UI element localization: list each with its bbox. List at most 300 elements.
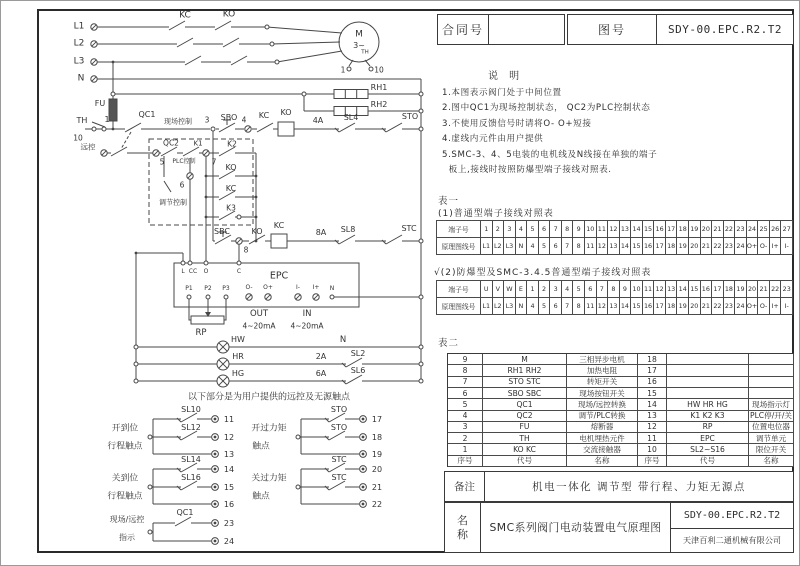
terminal-number-cell: 7 <box>550 221 562 238</box>
circuit-label: N <box>77 73 85 84</box>
terminal-number-cell: 5 <box>527 221 539 238</box>
circuit-label: K2 <box>227 139 237 149</box>
wire-number-cell: 16 <box>643 238 655 255</box>
legend-cell <box>667 354 749 365</box>
note-item: 3.不使用反馈信号时请将O- O+短接 <box>442 118 592 129</box>
circuit-label: L <box>181 268 185 275</box>
drawing-no-value: SDY-00.EPC.R2.T2 <box>668 23 782 36</box>
legend-cell <box>667 388 749 399</box>
legend-cell: FU <box>483 422 567 433</box>
legend-cell: PLC停/开/关 <box>749 411 792 421</box>
circuit-label: M <box>355 29 363 40</box>
circuit-label: KO <box>225 163 237 172</box>
legend-cell: 4 <box>448 411 483 422</box>
terminal-number-cell: 22 <box>724 221 736 238</box>
terminal-number-cell: 11 <box>597 221 609 238</box>
wire-number-cell: 4 <box>527 238 539 255</box>
legend-cell: 转矩开关 <box>567 377 638 388</box>
wire-number-cell: 21 <box>701 238 713 255</box>
terminal-row-header: 原理图线号 <box>437 298 481 315</box>
circuit-label: 触点 <box>252 441 270 452</box>
circuit-label: EPC <box>269 270 289 282</box>
wire-number-cell: 17 <box>654 298 666 315</box>
circuit-label: SL16 <box>181 473 201 482</box>
legend-cell: 8 <box>448 365 483 376</box>
legend-cell: 调节/PLC转换 <box>567 411 638 422</box>
legend-cell: 1 <box>448 444 483 455</box>
terminal-number-cell: U <box>481 281 493 298</box>
circuit-label: TH <box>361 49 369 56</box>
component-legend-table <box>447 353 794 467</box>
circuit-label: 关过力矩 <box>251 473 287 484</box>
legend-cell: 10 <box>638 444 667 455</box>
terminal-number-cell: 19 <box>735 281 747 298</box>
wire-number-cell: L2 <box>493 238 505 255</box>
legend-cell: 14 <box>638 399 667 410</box>
wire-number-cell: N <box>516 298 528 315</box>
circuit-label: STO <box>401 112 419 121</box>
circuit-label: 开过力矩 <box>251 423 287 434</box>
circuit-label: 22 <box>371 500 383 509</box>
contract-no-label: 合同号 <box>441 23 484 37</box>
note-item: 5.SMC-3、4、5电装的电机线及N线接在单独的端子 <box>442 149 658 160</box>
wire-number-cell: 6 <box>550 298 562 315</box>
note-item: 板上,接线时按照防爆型端子接线对照表. <box>442 165 612 176</box>
terminal-row-header: 端子号 <box>437 221 481 238</box>
wire-number-cell: 4 <box>527 298 539 315</box>
terminal-number-cell: W <box>504 281 516 298</box>
circuit-label: KO <box>251 227 263 236</box>
circuit-label: K1 <box>193 139 203 148</box>
circuit-label: SL8 <box>340 225 356 234</box>
legend-cell: EPC <box>667 433 749 444</box>
legend-cell <box>667 377 749 388</box>
name-label-text: 名称 <box>457 513 468 541</box>
terminal-number-cell: 15 <box>689 281 701 298</box>
legend-cell: 限位开关 <box>749 444 794 455</box>
wire-number-cell: O- <box>758 298 770 315</box>
circuit-label: 1 <box>340 65 346 75</box>
wire-number-cell: 13 <box>608 298 620 315</box>
fuse-symbol <box>109 99 117 121</box>
circuit-label: 21 <box>371 483 383 492</box>
legend-cell: SL2~S16 <box>667 444 749 455</box>
circuit-label: 23 <box>223 519 235 528</box>
circuit-label: 18 <box>371 433 383 442</box>
wire-number-cell: 13 <box>608 238 620 255</box>
title-block <box>444 502 794 553</box>
wire-number-cell: O+ <box>747 298 759 315</box>
legend-cell: 交流接触器 <box>567 444 638 455</box>
legend-cell: QC2 <box>483 411 567 422</box>
circuit-label: 2A <box>315 352 327 361</box>
legend-cell: 7 <box>448 377 483 388</box>
circuit-label: 8A <box>315 228 327 237</box>
wire-number-cell: 8 <box>573 298 585 315</box>
wire-number-cell: O- <box>758 238 770 255</box>
wire-number-cell: 23 <box>724 298 736 315</box>
terminal-number-cell: 15 <box>643 221 655 238</box>
circuit-label: STO <box>330 405 348 414</box>
circuit-label: O <box>203 268 209 275</box>
circuit-label: 4~20mA <box>290 321 324 331</box>
wire-number-cell: 20 <box>689 238 701 255</box>
wire-number-cell: 21 <box>701 298 713 315</box>
terminal-number-cell: 16 <box>654 221 666 238</box>
notes-section <box>442 67 792 178</box>
terminal-number-cell: 4 <box>516 221 528 238</box>
circuit-label: N <box>329 285 335 292</box>
table2-subtitle: √(2)防爆型及SMC-3.4.5普通型端子接线对照表 <box>434 268 652 278</box>
legend-cell: 12 <box>638 422 667 433</box>
terminal-number-cell: 7 <box>597 281 609 298</box>
remark-value: 机电一体化 调节型 带行程、力矩无源点 <box>532 481 746 493</box>
circuit-label: CC <box>188 268 198 275</box>
terminal-number-cell: 8 <box>608 281 620 298</box>
legend-cell <box>749 377 794 388</box>
terminal-number-cell: 4 <box>562 281 574 298</box>
wire-number-cell: 7 <box>562 238 574 255</box>
circuit-label: KC <box>258 111 270 120</box>
legend-cell: STO STC <box>483 377 567 388</box>
legend-cell: 18 <box>638 354 667 365</box>
circuit-label: I+ <box>312 284 320 291</box>
circuit-label: STO <box>330 423 348 432</box>
legend-cell: 三相异步电机 <box>567 354 638 365</box>
legend-cell: 15 <box>638 388 667 399</box>
terminal-number-cell: 24 <box>747 221 759 238</box>
circuit-label: HW <box>231 335 245 344</box>
circuit-label: QC2 <box>163 138 179 148</box>
circuit-label: RP <box>195 327 207 338</box>
terminal-number-cell: 23 <box>735 221 747 238</box>
circuit-label: KO <box>222 9 236 20</box>
terminal-number-cell: 2 <box>493 221 505 238</box>
terminal-number-cell: 18 <box>677 221 689 238</box>
terminal-number-cell: 20 <box>747 281 759 298</box>
terminal-number-cell: 27 <box>781 221 793 238</box>
terminal-number-cell: 18 <box>724 281 736 298</box>
terminal-number-cell: 9 <box>620 281 632 298</box>
remark-box <box>444 471 794 502</box>
circuit-label: 10 <box>374 65 384 75</box>
wire-number-cell: 15 <box>631 238 643 255</box>
wire-number-cell: 12 <box>597 298 609 315</box>
terminal-number-cell: 16 <box>701 281 713 298</box>
footer-drawing-no: SDY-00.EPC.R2.T2 <box>671 503 793 529</box>
terminal-number-cell: 13 <box>620 221 632 238</box>
wire-number-cell: L3 <box>504 238 516 255</box>
circuit-label: KO <box>280 108 292 117</box>
circuit-label: 17 <box>371 415 383 424</box>
circuit-label: I- <box>296 284 300 291</box>
circuit-label: SL6 <box>350 366 366 375</box>
wire-number-cell: 7 <box>562 298 574 315</box>
terminal-number-cell: 19 <box>689 221 701 238</box>
circuit-label: SL4 <box>343 113 359 122</box>
circuit-label: KC <box>179 10 191 21</box>
legend-cell <box>749 388 794 399</box>
wire-number-cell: I+ <box>770 298 782 315</box>
circuit-label: 7 <box>211 157 217 167</box>
wire-number-cell: N <box>516 238 528 255</box>
legend-cell: 5 <box>448 399 483 410</box>
circuit-label: 触点 <box>252 491 270 502</box>
circuit-label: FU <box>94 99 106 108</box>
legend-cell: 16 <box>638 377 667 388</box>
wire-number-cell: I+ <box>770 238 782 255</box>
circuit-label: 现场控制 <box>164 117 192 126</box>
terminal-number-cell: 23 <box>781 281 793 298</box>
legend-cell: 13 <box>638 411 667 422</box>
terminal-table-explosionproof <box>436 280 793 315</box>
circuit-label: P2 <box>204 285 212 292</box>
circuit-label: 13 <box>223 450 235 459</box>
terminal-number-cell: 14 <box>631 221 643 238</box>
circuit-label: OUT <box>249 308 269 319</box>
wire-number-cell: 16 <box>643 298 655 315</box>
circuit-label: N <box>339 334 347 345</box>
circuit-label: SL12 <box>181 423 201 432</box>
terminal-number-cell: 17 <box>666 221 678 238</box>
note-item: 2.图中QC1为现场控制状态， QC2为PLC控制状态 <box>442 103 651 114</box>
circuit-label: SBO <box>220 113 238 122</box>
circuit-label: O- <box>245 284 253 291</box>
terminal-number-cell: 13 <box>666 281 678 298</box>
legend-cell: 名称 <box>749 456 794 467</box>
circuit-label: 20 <box>371 465 383 474</box>
circuit-label: 现场/远控 <box>109 515 145 524</box>
terminal-row-header: 端子号 <box>437 281 481 298</box>
terminal-number-cell: 10 <box>631 281 643 298</box>
legend-cell: 代号 <box>483 456 567 467</box>
wire-number-cell: 23 <box>724 238 736 255</box>
circuit-label: 14 <box>223 465 235 474</box>
contract-no-value <box>489 15 564 44</box>
legend-cell: 11 <box>638 433 667 444</box>
circuit-label: STC <box>401 224 417 233</box>
legend-cell: 2 <box>448 433 483 444</box>
legend-cell <box>667 365 749 376</box>
legend-cell: TH <box>483 433 567 444</box>
legend-cell: 6 <box>448 388 483 399</box>
wire-number-cell: I- <box>781 298 793 315</box>
wire-number-cell: O+ <box>747 238 759 255</box>
notes-list <box>442 86 792 178</box>
terminal-number-cell: 12 <box>608 221 620 238</box>
drawing-no-label: 图号 <box>597 23 626 37</box>
wire-number-cell: 8 <box>573 238 585 255</box>
terminal-number-cell: 21 <box>712 221 724 238</box>
circuit-label: 4 <box>241 115 247 125</box>
circuit-label: C <box>236 268 242 275</box>
circuit-label: 4~20mA <box>242 321 276 331</box>
wire-number-cell: 5 <box>539 238 551 255</box>
legend-cell: SBO SBC <box>483 388 567 399</box>
circuit-label: 远控 <box>80 142 96 152</box>
wire-number-cell: 15 <box>631 298 643 315</box>
circuit-label: K3 <box>226 203 236 213</box>
terminal-number-cell: 25 <box>758 221 770 238</box>
rp-potentiometer <box>191 316 224 324</box>
remark-label: 备注 <box>445 472 485 501</box>
terminal-number-cell: 22 <box>770 281 782 298</box>
circuit-label: 19 <box>371 450 383 459</box>
table1-caption: 表一 <box>438 196 460 207</box>
circuit-label: TH <box>76 116 88 125</box>
circuit-label: L2 <box>73 38 85 49</box>
terminal-number-cell: 2 <box>539 281 551 298</box>
wire-number-cell: 19 <box>677 238 689 255</box>
circuit-label: 3 <box>204 115 210 125</box>
terminal-number-cell: 10 <box>585 221 597 238</box>
terminal-number-cell: 12 <box>654 281 666 298</box>
circuit-label: 调节控制 <box>159 198 187 207</box>
circuit-label: P3 <box>222 285 230 292</box>
legend-cell: 17 <box>638 365 667 376</box>
circuit-label: 6 <box>179 180 185 190</box>
wire-number-cell: 5 <box>539 298 551 315</box>
circuit-label: STC <box>331 473 347 482</box>
legend-cell: 3 <box>448 422 483 433</box>
circuit-label: 关到位 <box>111 473 139 484</box>
notes-title: 说 明 <box>488 71 524 82</box>
legend-cell: 位置电位器 <box>749 422 794 433</box>
terminal-number-cell: E <box>516 281 528 298</box>
legend-cell: 电机埋热元件 <box>567 433 638 444</box>
legend-cell <box>749 365 794 376</box>
circuit-label: IN <box>302 308 312 319</box>
wire-number-cell: 12 <box>597 238 609 255</box>
circuit-label: RH1 <box>370 83 388 92</box>
legend-cell: 加热电阻 <box>567 365 638 376</box>
wire-number-cell: L3 <box>504 298 516 315</box>
circuit-label: O+ <box>263 284 273 291</box>
circuit-label: 12 <box>223 433 235 442</box>
terminal-number-cell: 3 <box>550 281 562 298</box>
company-name: 天津百利二通机械有限公司 <box>682 535 782 545</box>
circuit-label: HG <box>231 369 245 378</box>
circuit-label: 11 <box>223 415 235 424</box>
legend-cell: KO KC <box>483 444 567 455</box>
wire-number-cell: 11 <box>585 238 597 255</box>
terminal-number-cell: 11 <box>643 281 655 298</box>
circuit-label: P1 <box>185 285 193 292</box>
legend-cell: 序号 <box>638 456 667 467</box>
terminal-number-cell: 9 <box>573 221 585 238</box>
wire-number-cell: L1 <box>481 238 493 255</box>
circuit-label: HR <box>232 352 244 361</box>
wire-number-cell: I- <box>781 238 793 255</box>
legend-cell: K1 K2 K3 <box>667 411 749 422</box>
circuit-label: 行程触点 <box>107 441 143 452</box>
legend-cell: 现场按钮开关 <box>567 388 638 399</box>
name-label <box>445 503 481 552</box>
circuit-label: 以下部分是为用户提供的远控及无源触点 <box>187 392 351 403</box>
circuit-label: L3 <box>73 56 85 67</box>
legend-cell: 熔断器 <box>567 422 638 433</box>
circuit-label: 15 <box>223 483 235 492</box>
legend-cell: 现场指示灯 <box>749 399 794 410</box>
legend-cell <box>749 354 794 365</box>
terminal-number-cell: 1 <box>481 221 493 238</box>
legend-cell: HW HR HG <box>667 399 749 410</box>
wire-number-cell: 14 <box>620 298 632 315</box>
terminal-number-cell: 26 <box>770 221 782 238</box>
circuit-label: 10 <box>73 133 83 143</box>
wire-number-cell: 22 <box>712 298 724 315</box>
circuit-label: 1 <box>104 115 110 124</box>
wire-number-cell: 19 <box>677 298 689 315</box>
drawing-title: SMC系列阀门电动装置电气原理图 <box>481 503 671 552</box>
contract-no-box <box>437 14 565 45</box>
terminal-row-header: 原理图线号 <box>437 238 481 255</box>
terminal-number-cell: 17 <box>712 281 724 298</box>
terminal-number-cell: 3 <box>504 221 516 238</box>
wire-number-cell: 18 <box>666 238 678 255</box>
wire-number-cell: 24 <box>735 298 747 315</box>
legend-cell: RH1 RH2 <box>483 365 567 376</box>
terminal-number-cell: V <box>493 281 505 298</box>
terminal-number-cell: 21 <box>758 281 770 298</box>
wire-number-cell: 17 <box>654 238 666 255</box>
circuit-label: 行程触点 <box>107 491 143 502</box>
circuit-label: SL14 <box>181 455 201 464</box>
note-item: 4.虚线内元件由用户提供 <box>442 134 544 145</box>
drawing-no-box <box>567 14 794 45</box>
circuit-label: QC1 <box>138 110 156 119</box>
circuit-label: SL2 <box>350 349 366 358</box>
circuit-label: KC <box>273 221 285 230</box>
wire-number-cell: 11 <box>585 298 597 315</box>
circuit-label: PLC控制 <box>172 158 196 165</box>
terminal-number-cell: 8 <box>562 221 574 238</box>
terminal-number-cell: 20 <box>701 221 713 238</box>
wire-number-cell: 14 <box>620 238 632 255</box>
circuit-label: 6A <box>315 369 327 378</box>
circuit-label: 3~ <box>353 41 365 50</box>
circuit-label: RH2 <box>370 100 388 109</box>
circuit-label: SBC <box>213 227 231 236</box>
wire-number-cell: 20 <box>689 298 701 315</box>
wire-number-cell: 6 <box>550 238 562 255</box>
circuit-label: 开到位 <box>111 423 139 434</box>
terminal-number-cell: 6 <box>539 221 551 238</box>
terminal-number-cell: 6 <box>585 281 597 298</box>
circuit-label: 24 <box>223 537 235 546</box>
table1-subtitle: (1)普通型端子接线对照表 <box>438 209 554 219</box>
wire-number-cell: 22 <box>712 238 724 255</box>
terminal-number-cell: 5 <box>573 281 585 298</box>
terminal-table-standard <box>436 220 793 255</box>
wire-number-cell: L1 <box>481 298 493 315</box>
circuit-label: STC <box>331 455 347 464</box>
circuit-label: 5 <box>159 157 165 167</box>
legend-cell: RP <box>667 422 749 433</box>
circuit-label: 4A <box>312 116 324 125</box>
terminal-number-cell: 14 <box>677 281 689 298</box>
legend-cell: 9 <box>448 354 483 365</box>
legend-cell: 现场/远控转换 <box>567 399 638 410</box>
legend-cell: M <box>483 354 567 365</box>
legend-cell: 名称 <box>567 456 638 467</box>
circuit-label: 16 <box>223 500 235 509</box>
legend-caption: 表二 <box>438 338 460 349</box>
legend-cell: 调节单元 <box>749 433 794 444</box>
legend-cell: QC1 <box>483 399 567 410</box>
legend-cell: 代号 <box>667 456 749 467</box>
wire-number-cell: 24 <box>735 238 747 255</box>
